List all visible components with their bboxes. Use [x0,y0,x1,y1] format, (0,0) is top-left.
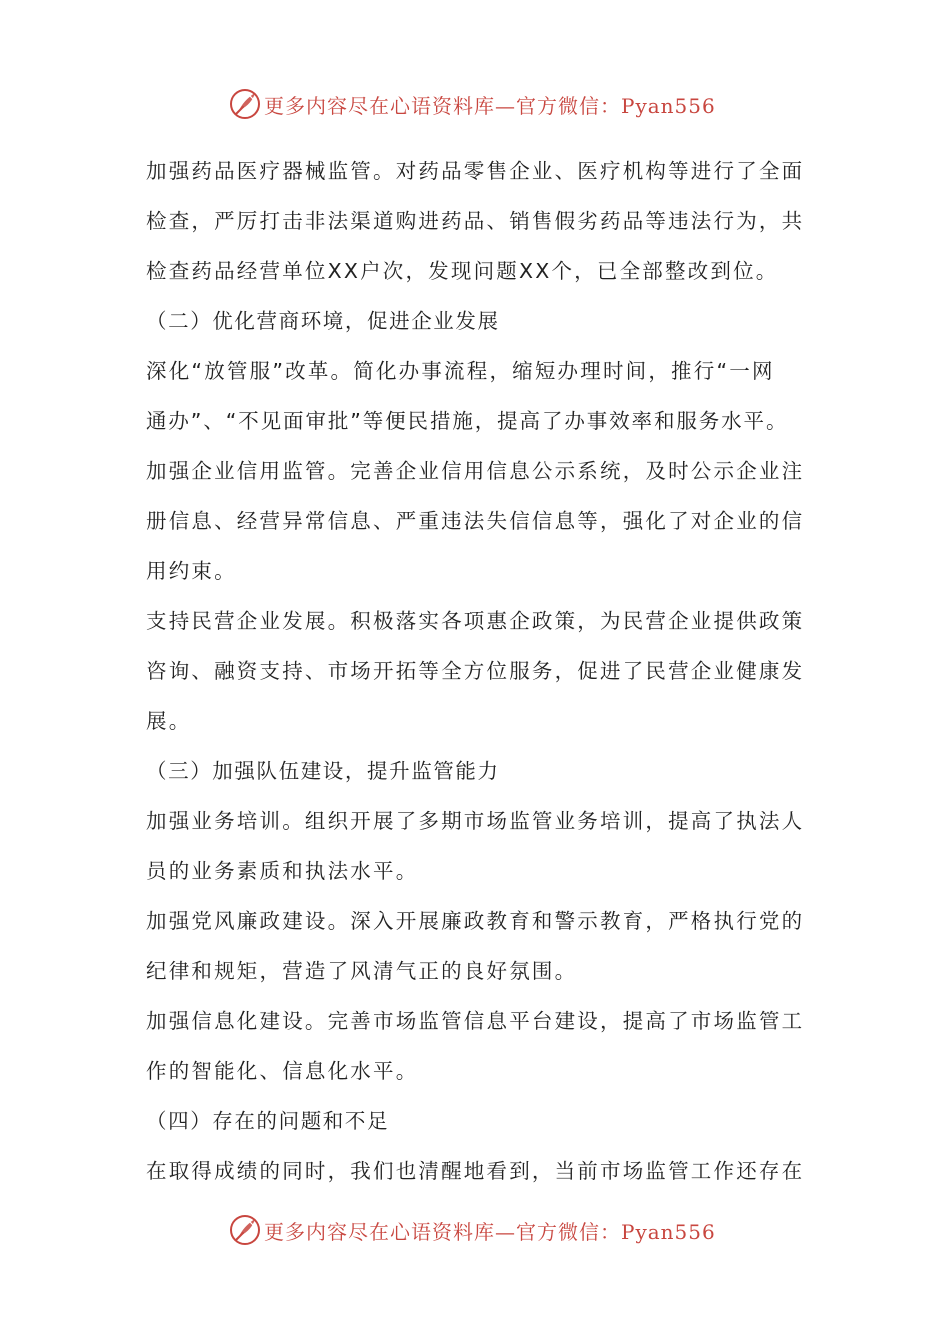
section-heading: （四）存在的问题和不足 [146,1109,390,1133]
feather-quill-icon [228,1213,262,1247]
body-line: 加强信息化建设。完善市场监管信息平台建设，提高了市场监管工 [146,1009,805,1033]
footer-watermark-text: 更多内容尽在心语资料库—官方微信：Pyan556 [264,1219,716,1244]
section-heading: （二）优化营商环境，促进企业发展 [146,309,500,333]
body-line: 支持民营企业发展。积极落实各项惠企政策，为民营企业提供政策 [146,609,805,633]
body-line: 作的智能化、信息化水平。 [146,1059,419,1083]
feather-quill-icon [228,87,262,121]
body-line: 加强党风廉政建设。深入开展廉政教育和警示教育，严格执行党的 [146,909,805,933]
body-line: 纪律和规矩，营造了风清气正的良好氛围。 [146,959,578,983]
body-line: 通办”、“不见面审批”等便民措施，提高了办事效率和服务水平。 [146,409,789,433]
body-line: 在取得成绩的同时，我们也清醒地看到，当前市场监管工作还存在 [146,1159,805,1183]
body-line: 检查药品经营单位XX户次，发现问题XX个，已全部整改到位。 [146,259,779,283]
header-watermark-text: 更多内容尽在心语资料库—官方微信：Pyan556 [264,93,716,118]
section-heading: （三）加强队伍建设，提升监管能力 [146,759,500,783]
body-line: 咨询、融资支持、市场开拓等全方位服务，促进了民营企业健康发 [146,659,805,683]
body-line: 加强业务培训。组织开展了多期市场监管业务培训，提高了执法人 [146,809,805,833]
body-line: 用约束。 [146,559,237,583]
body-line: 册信息、经营异常信息、严重违法失信信息等，强化了对企业的信 [146,509,805,533]
footer-watermark-banner [228,1210,748,1250]
body-line: 加强药品医疗器械监管。对药品零售企业、医疗机构等进行了全面 [146,159,805,183]
document-body [146,146,826,1196]
body-line: 员的业务素质和执法水平。 [146,859,419,883]
body-line: 检查，严厉打击非法渠道购进药品、销售假劣药品等违法行为，共 [146,209,805,233]
body-line: 加强企业信用监管。完善企业信用信息公示系统，及时公示企业注 [146,459,805,483]
header-watermark-banner [228,84,748,124]
body-line: 展。 [146,709,192,733]
body-line: 深化“放管服”改革。简化办事流程，缩短办理时间，推行“一网 [146,359,775,383]
